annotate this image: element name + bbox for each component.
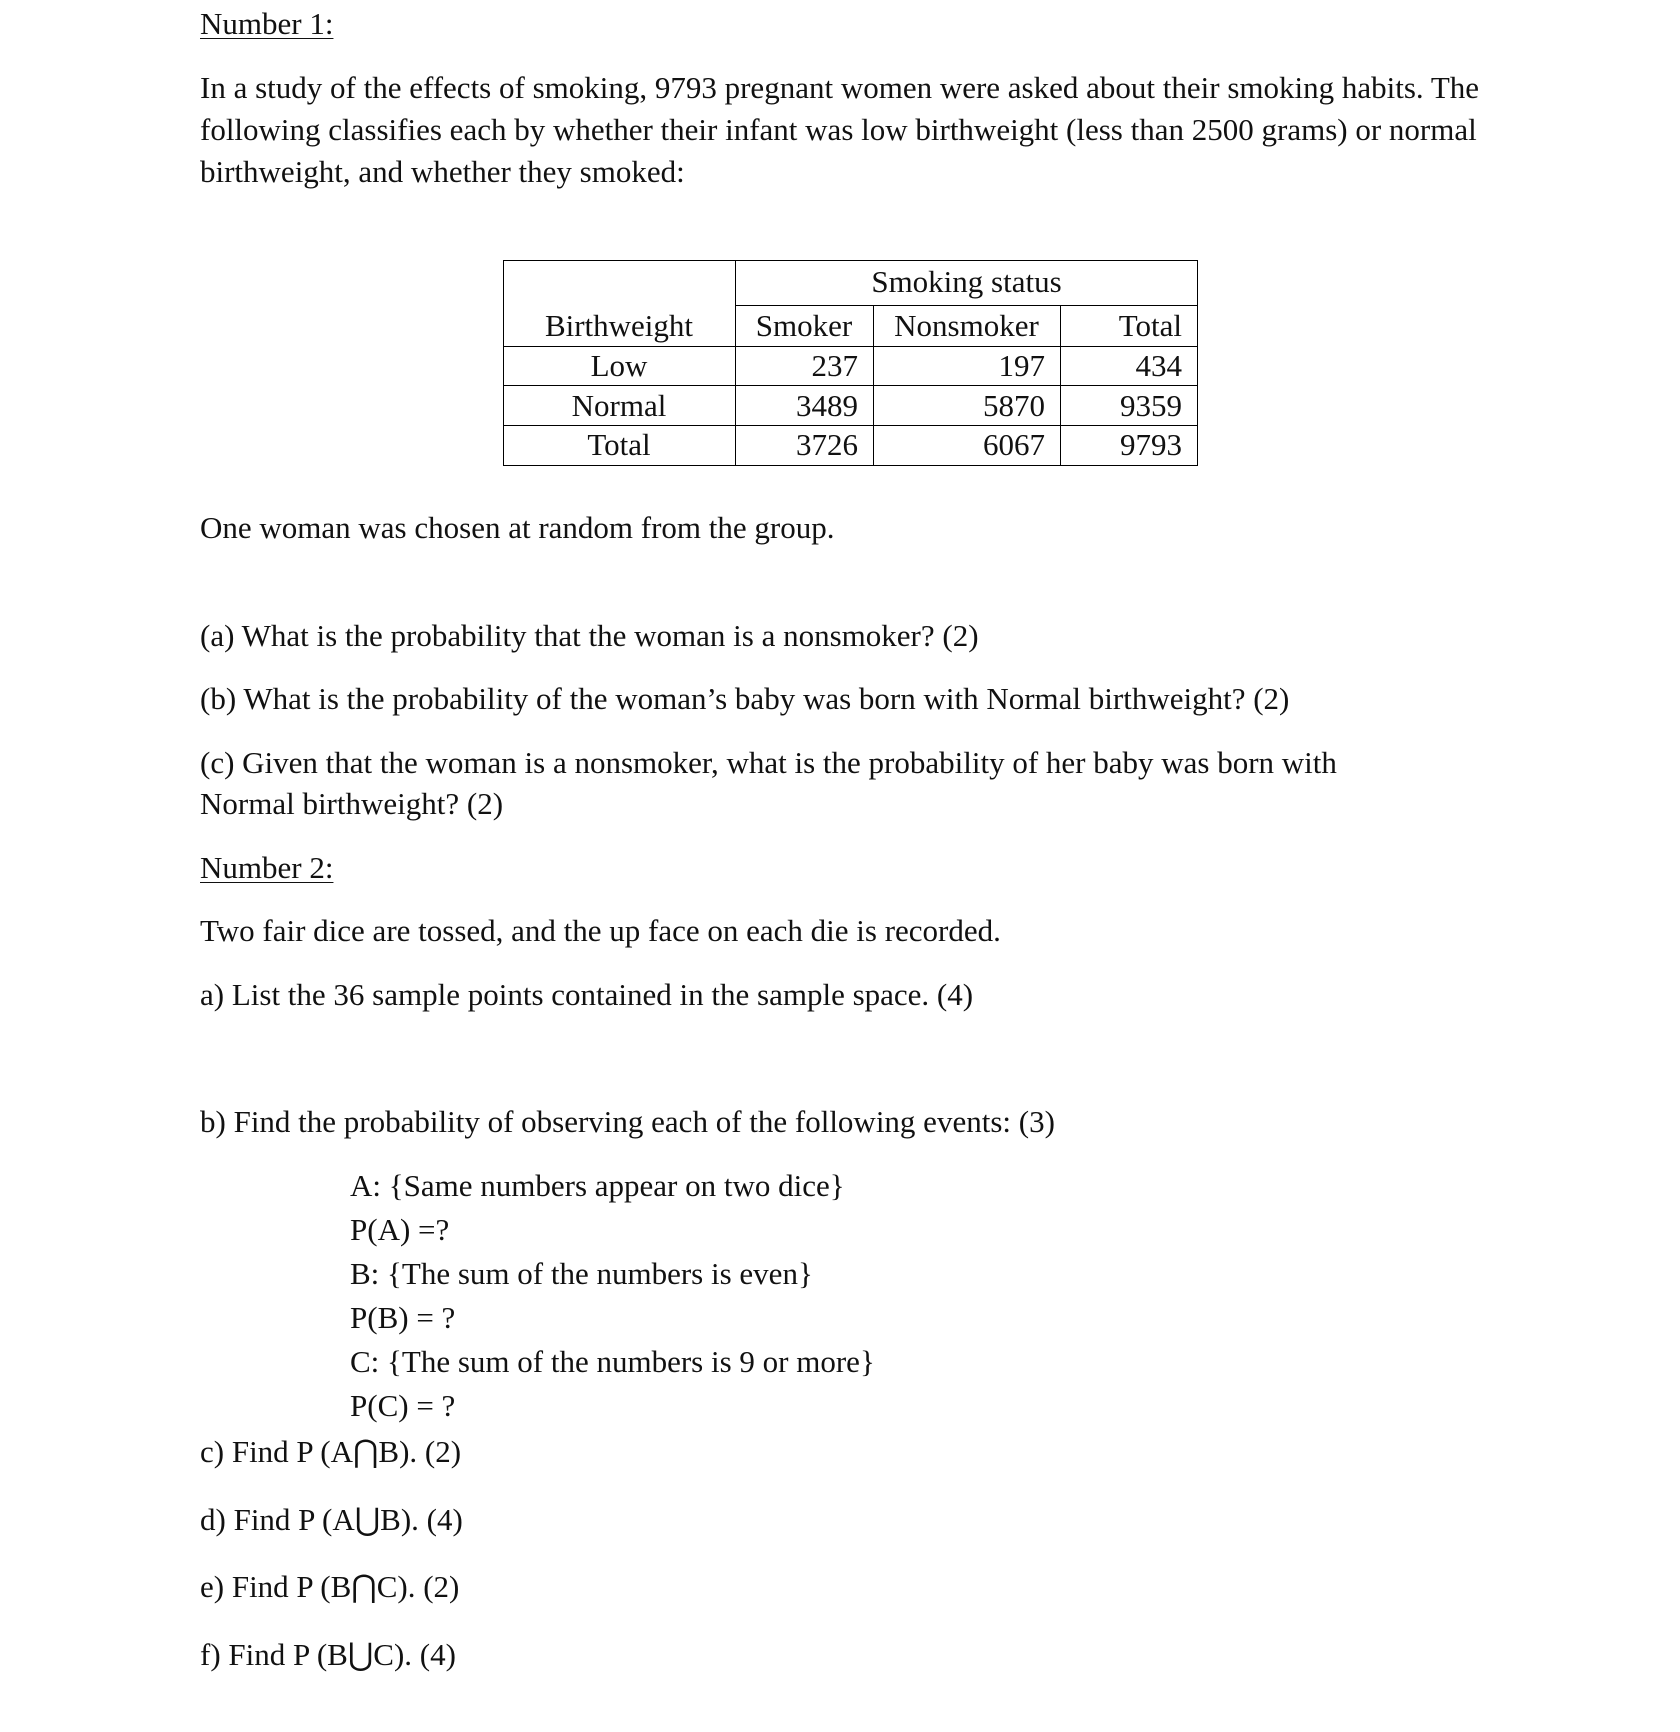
event-line: B: {The sum of the numbers is even}: [350, 1256, 813, 1291]
event-line: A: {Same numbers appear on two dice}: [350, 1168, 845, 1203]
question-1a: (a) What is the probability that the woman is a nonsmoker? (2): [200, 618, 979, 653]
event-line: P(B) = ?: [350, 1300, 456, 1335]
question-1b: (b) What is the probability of the woman’s baby was born with Normal birthweight? (2): [200, 681, 1290, 716]
table-cell: 6067: [983, 427, 1045, 462]
question-2e: e) Find P (B⋂C). (2): [200, 1569, 460, 1604]
table-cell: 9359: [1120, 388, 1182, 423]
table-row-label: Low: [590, 348, 648, 383]
question-2b: b) Find the probability of observing each of the following events: (3): [200, 1104, 1055, 1139]
table-cell: 5870: [983, 388, 1045, 423]
birthweight-smoking-table: [503, 260, 1198, 466]
question-2c: c) Find P (A⋂B). (2): [200, 1434, 462, 1469]
table-cell: 9793: [1120, 427, 1182, 462]
number-1-intro: In a study of the effects of smoking, 9793 pregnant women were asked about their smoking habits. The following classifies each by whether their infant was low birthweight (less than 2500 grams) or normal birthweight, and whether they smoked:: [200, 70, 1480, 189]
table-cell: 434: [1135, 348, 1182, 383]
table-row-label: Total: [587, 427, 651, 462]
table-row-header: Birthweight: [544, 308, 694, 343]
table-col-header: Nonsmoker: [894, 308, 1039, 343]
table-cell: 237: [811, 348, 858, 383]
question-2f: f) Find P (B⋃C). (4): [200, 1637, 456, 1672]
chosen-text: One woman was chosen at random from the group.: [200, 510, 835, 545]
table-cell: 3489: [796, 388, 858, 423]
event-line: P(A) =?: [350, 1212, 450, 1247]
table-row-label: Normal: [571, 388, 667, 423]
question-1c-line2: Normal birthweight? (2): [200, 786, 504, 821]
table-col-header: Total: [1118, 308, 1182, 343]
table-cell: 3726: [796, 427, 858, 462]
table-cell: 197: [998, 348, 1045, 383]
question-1c-line1: (c) Given that the woman is a nonsmoker, what is the probability of her baby was born with: [200, 745, 1337, 780]
table-col-header: Smoker: [755, 308, 853, 343]
table-group-header: Smoking status: [871, 264, 1062, 299]
question-2d: d) Find P (A⋃B). (4): [200, 1502, 463, 1537]
question-2a: a) List the 36 sample points contained in the sample space. (4): [200, 977, 974, 1012]
event-line: P(C) = ?: [350, 1388, 456, 1423]
number-2-intro: Two fair dice are tossed, and the up face on each die is recorded.: [200, 913, 1001, 948]
event-line: C: {The sum of the numbers is 9 or more}: [350, 1344, 875, 1379]
number-1-heading: Number 1:: [200, 6, 334, 41]
number-2-heading: Number 2:: [200, 850, 334, 885]
